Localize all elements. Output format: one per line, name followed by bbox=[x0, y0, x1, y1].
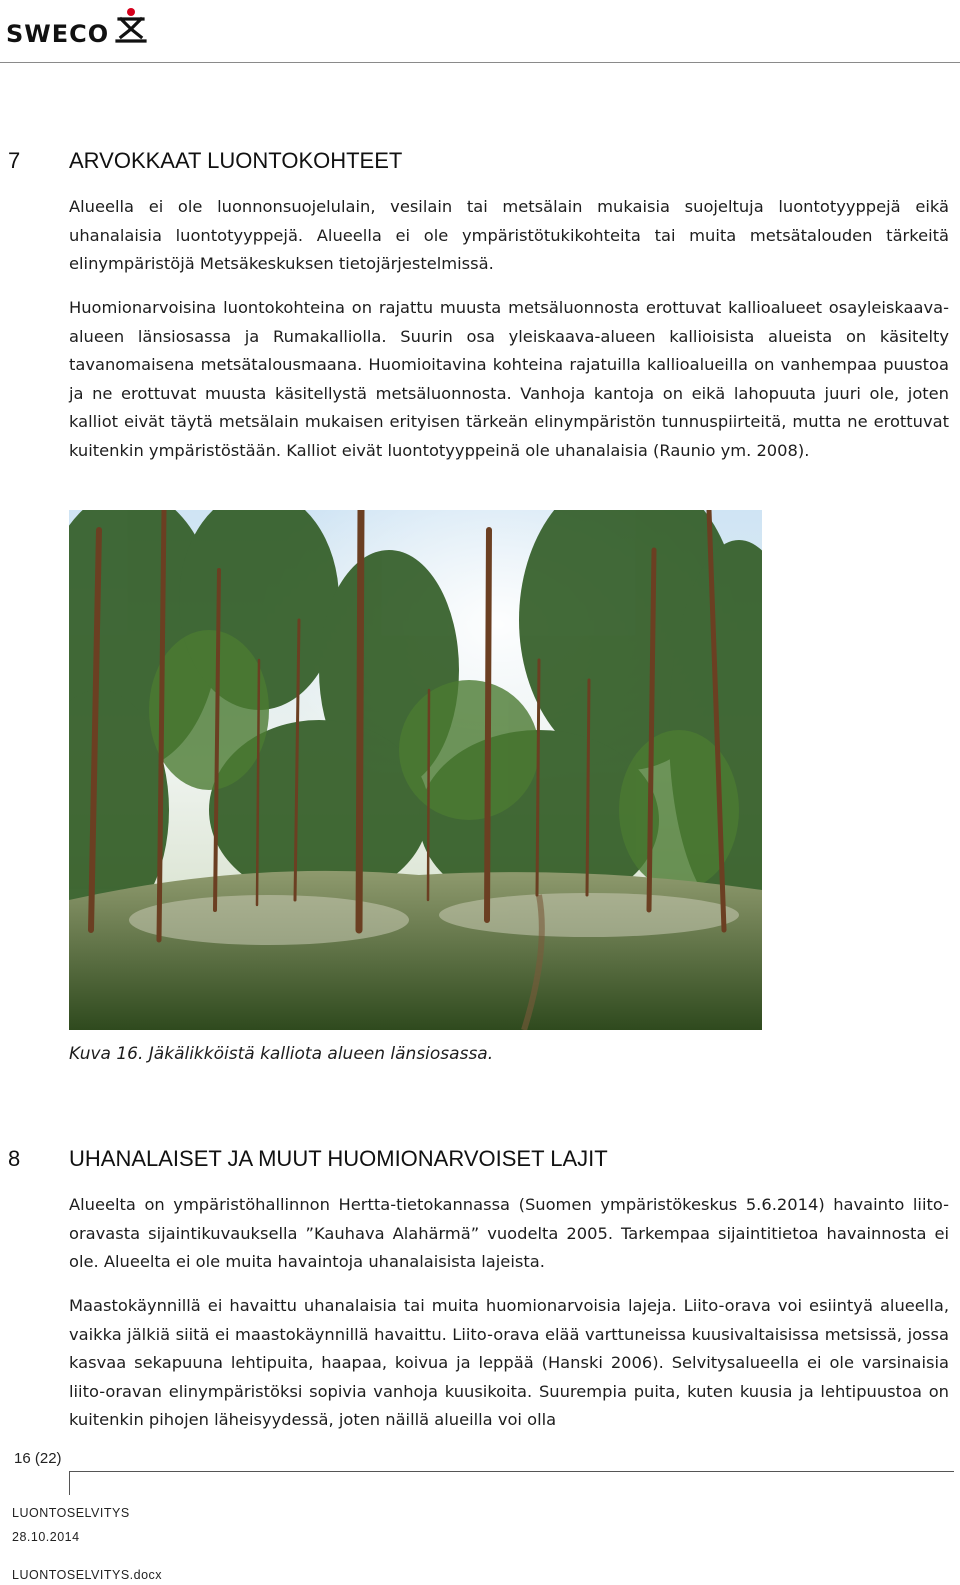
section-7-paragraph-2: Huomionarvoisina luontokohteina on rajattu muusta metsäluonnosta erottuvat kallioalueet osayleiskaava-alueen länsiosassa ja Rumakalliolla. Suurin osa yleiskaava-alueen kallioisista alueista on käsitelty tavanomaisena metsätalousmaana. Huomioitavina kohteina rajatuilla kallioalueilla on vanhempaa puustoa ja ne erottuvat muusta käsitellystä metsäluonnosta. Vanhoja kantoja on eikä lahopuuta juuri ole, joten kalliot eivät täytä metsälain mukaisen erityisen tärkeän elinympäristön tunnuspiirteitä, mutta ne erottuvat kuitenkin ympäristöstään. Kalliot eivät luontotyyppeinä ole uhanalaisia (Raunio ym. 2008). bbox=[69, 298, 949, 460]
section-8-paragraph-1: Alueelta on ympäristöhallinnon Hertta-tietokannassa (Suomen ympäristökeskus 5.6.2014) havainto liito-oravasta sijaintikuvauksella ”Kauhava Alahärmä” vuodelta 2005. Tarkempaa sijaintitietoa havainnosta ei ole. Alueelta ei ole muita havaintoja uhanalaisista lajeista. bbox=[69, 1195, 949, 1272]
sweco-figure-icon bbox=[113, 7, 149, 45]
sweco-logo bbox=[6, 6, 149, 46]
footer-divider-tick bbox=[69, 1471, 70, 1495]
section-7-paragraph-1: Alueella ei ole luonnonsuojelulain, vesilain tai metsälain mukaisia suojeltuja luontotyyppejä eikä uhanalaisia luontotyyppejä. Alueella ei ole ympäristötukikohteita tai muita metsätalouden tärkeitä elinympäristöjä Metsäkeskuksen tietojärjestelmissä. bbox=[69, 197, 949, 274]
section-7-title: ARVOKKAAT LUONTOKOHTEET bbox=[69, 148, 403, 173]
logo-text: SWECO bbox=[6, 20, 110, 48]
section-8-paragraph-2: Maastokäynnillä ei havaittu uhanalaisia tai muita huomionarvoisia lajeja. Liito-orava voi esiintyä alueella, vaikka jälkiä siitä ei maastokäynnillä havaittu. Liito-orava elää varttuneissa kuusivaltaisissa metsissä, jossa kasvaa sekapuuna lehtipuita, haapaa, koivua ja leppää (Hanski 2006). Selvitysalueella ei ole varsinaisia liito-oravan elinympäristöksi sopivia vanhoja kuusikoita. Suurempia puita, kuten kuusia ja lehtipuustoa on kuitenkin pihojen läheisyydessä, joten näillä alueilla voi olla bbox=[69, 1296, 949, 1430]
section-8-title: UHANALAISET JA MUUT HUOMIONARVOISET LAJIT bbox=[69, 1146, 608, 1171]
footer-date: 28.10.2014 bbox=[12, 1530, 80, 1544]
section-8-number: 8 bbox=[8, 1146, 21, 1171]
page-number: 16 (22) bbox=[14, 1450, 62, 1467]
header-divider bbox=[0, 62, 960, 63]
figure-caption: Kuva 16. Jäkälikköistä kalliota alueen länsiosassa. bbox=[69, 1044, 494, 1064]
forest-photo bbox=[69, 510, 762, 1030]
footer-doc-title: LUONTOSELVITYS bbox=[12, 1506, 130, 1520]
footer-file-name: LUONTOSELVITYS.docx bbox=[12, 1568, 163, 1582]
section-7-number: 7 bbox=[8, 148, 21, 173]
footer-divider bbox=[69, 1471, 954, 1472]
